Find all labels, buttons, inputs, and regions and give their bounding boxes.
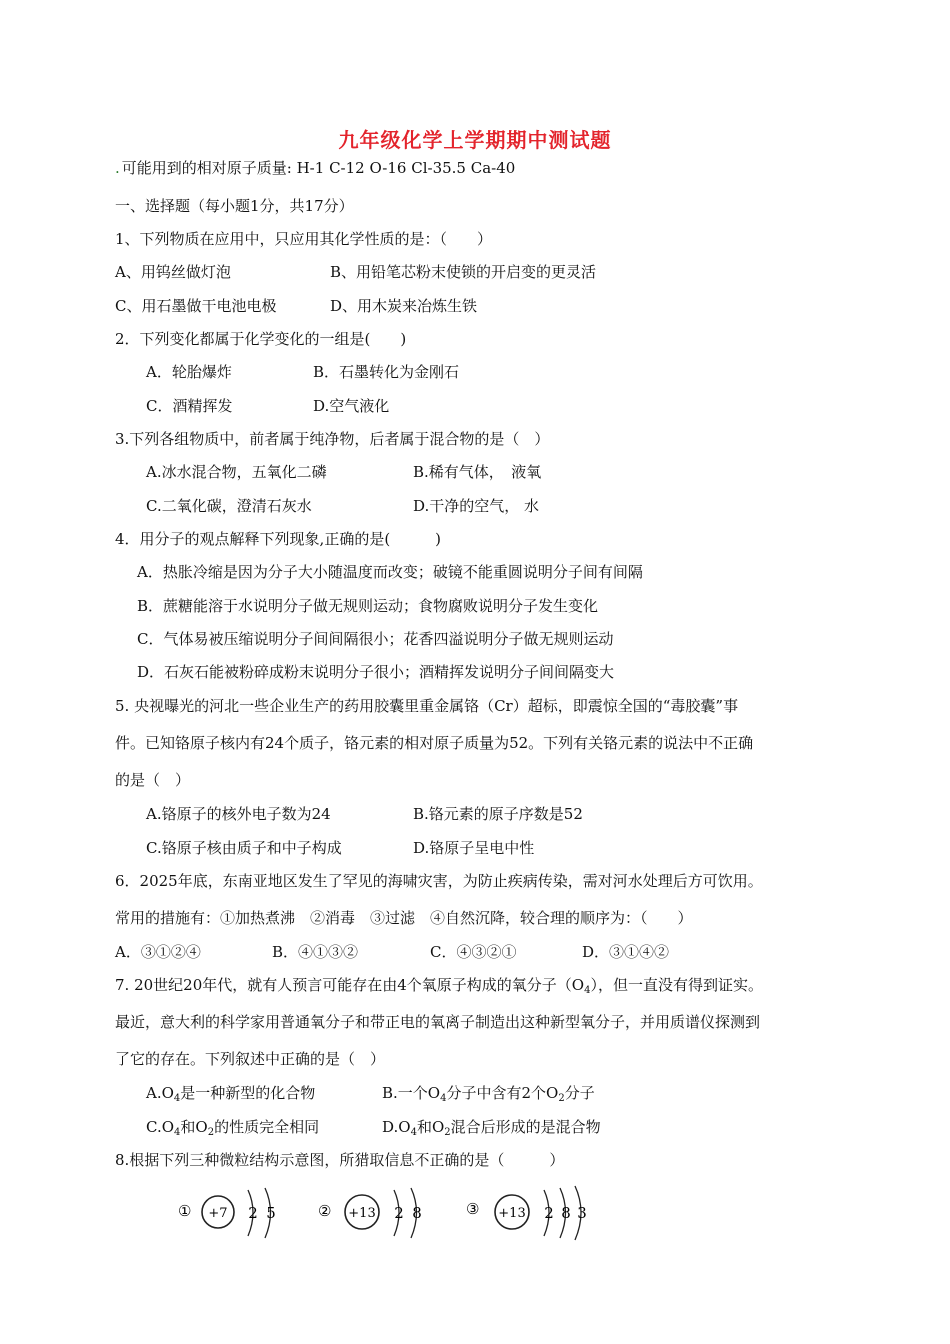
q5-stem-line1: 5. 央视曝光的河北一些企业生产的药用胶囊里重金属铬（Cr）超标，即震惊全国的“毒胶囊”事: [115, 697, 739, 715]
q7-option-c: [146, 1117, 319, 1137]
q5-stem-line3: 的是（ ）: [115, 771, 191, 789]
q6-option-b: B．④①③②: [272, 943, 359, 961]
atom-diagram-1: [178, 1188, 276, 1238]
atom-structure-diagrams: [170, 1182, 610, 1246]
bullet-dot-icon: .: [115, 159, 120, 177]
q2-option-c: C．酒精挥发: [146, 397, 233, 415]
q7-option-b: [382, 1083, 595, 1103]
q4-option-d: D．石灰石能被粉碎成粉末说明分子很小；酒精挥发说明分子间间隔变大: [137, 663, 615, 681]
atom-1-nucleus-charge: +7: [208, 1206, 228, 1221]
atom-2-shell-2-count: 8: [412, 1204, 422, 1222]
atomic-mass-note: [115, 158, 515, 178]
q3-stem: 3.下列各组物质中，前者属于纯净物，后者属于混合物的是（ ）: [115, 430, 550, 448]
atom-3-shell-1-count: 2: [544, 1204, 554, 1222]
q7-a-part1: A.O: [146, 1084, 174, 1102]
exam-title: 九年级化学上学期期中测试题: [338, 128, 612, 152]
q5-option-d: D.铬原子呈电中性: [413, 839, 535, 857]
q4-option-c: C．气体易被压缩说明分子间间隔很小；花香四溢说明分子做无规则运动: [137, 630, 614, 648]
subscript-2: 2: [207, 1127, 215, 1138]
subscript-2: 2: [558, 1093, 565, 1104]
q8-stem: 8.根据下列三种微粒结构示意图，所猎取信息不正确的是（ ）: [115, 1151, 565, 1169]
atom-3-shell-2-count: 8: [561, 1204, 571, 1222]
q3-option-b: B.稀有气体， 液氧: [413, 463, 542, 481]
q1-option-c: C、用石墨做干电池电极: [115, 297, 277, 315]
subscript-4: 4: [174, 1127, 181, 1138]
q7-b-part1: B.一个O: [382, 1084, 441, 1102]
q7-stem-line1-b: ），但一直没有得到证实。: [590, 976, 763, 994]
q2-option-d: D.空气液化: [313, 397, 390, 415]
subscript-4: 4: [584, 985, 591, 996]
q7-b-part3: 分子: [564, 1084, 595, 1102]
q6-option-a: A．③①②④: [115, 943, 201, 961]
atom-2-nucleus-charge: +13: [348, 1206, 376, 1221]
q7-stem-line2: 最近，意大利的科学家用普通氧分子和带正电的氧离子制造出这种新型氧分子，并用质谱仪探测到: [115, 1013, 761, 1031]
q7-stem-line1-a: 7. 20世纪20年代，就有人预言可能存在由4个氧原子构成的氧分子（O: [115, 976, 585, 994]
subscript-4: 4: [173, 1093, 181, 1104]
q7-d-part3: 混合后形成的是混合物: [450, 1118, 601, 1136]
q2-option-b: B．石墨转化为金刚石: [313, 363, 460, 381]
subscript-4: 4: [440, 1093, 447, 1104]
q6-option-c: C．④③②①: [430, 943, 517, 961]
q7-stem-line3: 了它的存在。下列叙述中正确的是（ ）: [115, 1050, 386, 1068]
atom-3-label: ③: [466, 1200, 480, 1218]
q1-option-a: A、用钨丝做灯泡: [115, 263, 231, 281]
q7-stem-line1: [115, 975, 763, 995]
atomic-mass-text: 可能用到的相对原子质量: H-1 C-12 O-16 Cl-35.5 Ca-40: [121, 159, 516, 177]
q7-c-part1: C.O: [146, 1118, 175, 1136]
q5-option-c: C.铬原子核由质子和中子构成: [146, 839, 342, 857]
atom-1-shell-2-count: 5: [266, 1204, 276, 1222]
q7-option-a: [146, 1083, 315, 1103]
atom-1-shell-1-count: 2: [248, 1204, 258, 1222]
q6-option-d: D．③①④②: [582, 943, 670, 961]
q7-d-part2: 和O: [416, 1118, 445, 1136]
q6-stem-line1: 6．2025年底，东南亚地区发生了罕见的海啸灾害，为防止疾病传染，需对河水处理后方可饮用。: [115, 872, 763, 890]
q2-option-a: A．轮胎爆炸: [146, 363, 232, 381]
q5-option-b: B.铬元素的原子序数是52: [413, 805, 583, 823]
q4-option-b: B．蔗糖能溶于水说明分子做无规则运动；食物腐败说明分子发生变化: [137, 597, 599, 615]
q7-a-part2: 是一种新型的化合物: [180, 1084, 316, 1102]
atom-3-nucleus-charge: +13: [498, 1206, 526, 1221]
q1-option-b: B、用铅笔芯粉末使锁的开启变的更灵活: [330, 263, 597, 281]
q5-option-a: A.铬原子的核外电子数为24: [146, 805, 331, 823]
q3-option-d: D.干净的空气， 水: [413, 497, 540, 515]
atom-diagram-3: [466, 1186, 587, 1240]
atom-diagram-2: [318, 1188, 422, 1238]
atom-3-shell-3-count: 3: [577, 1204, 587, 1222]
q5-stem-line2: 件。已知铬原子核内有24个质子，铬元素的相对原子质量为52。下列有关铬元素的说法中不正确: [115, 734, 754, 752]
atom-2-label: ②: [318, 1202, 332, 1220]
q7-c-part3: 的性质完全相同: [214, 1118, 320, 1136]
q7-option-d: [382, 1117, 601, 1137]
q7-b-part2: 分子中含有2个O: [446, 1084, 559, 1102]
q2-stem: 2．下列变化都属于化学变化的一组是( ): [115, 330, 407, 348]
atom-2-shell-1-count: 2: [394, 1204, 404, 1222]
atom-1-label: ①: [178, 1202, 192, 1220]
section-heading: 一、选择题（每小题1分，共17分）: [115, 197, 354, 215]
subscript-4: 4: [410, 1127, 417, 1138]
q3-option-c: C.二氧化碳，澄清石灰水: [146, 497, 312, 515]
q1-stem: 1、下列物质在应用中，只应用其化学性质的是：（ ）: [115, 230, 493, 248]
subscript-2: 2: [444, 1127, 451, 1138]
q6-stem-line2: 常用的措施有：①加热煮沸 ②消毒 ③过滤 ④自然沉降，较合理的顺序为：（ ）: [115, 909, 693, 927]
q3-option-a: A.冰水混合物，五氧化二磷: [146, 463, 327, 481]
q7-c-part2: 和O: [180, 1118, 208, 1136]
q1-option-d: D、用木炭来冶炼生铁: [330, 297, 478, 315]
q4-option-a: A．热胀冷缩是因为分子大小随温度而改变；破镜不能重圆说明分子间有间隔: [137, 563, 643, 581]
q7-d-part1: D.O: [382, 1118, 411, 1136]
q4-stem: 4．用分子的观点解释下列现象,正确的是( ): [115, 530, 442, 548]
